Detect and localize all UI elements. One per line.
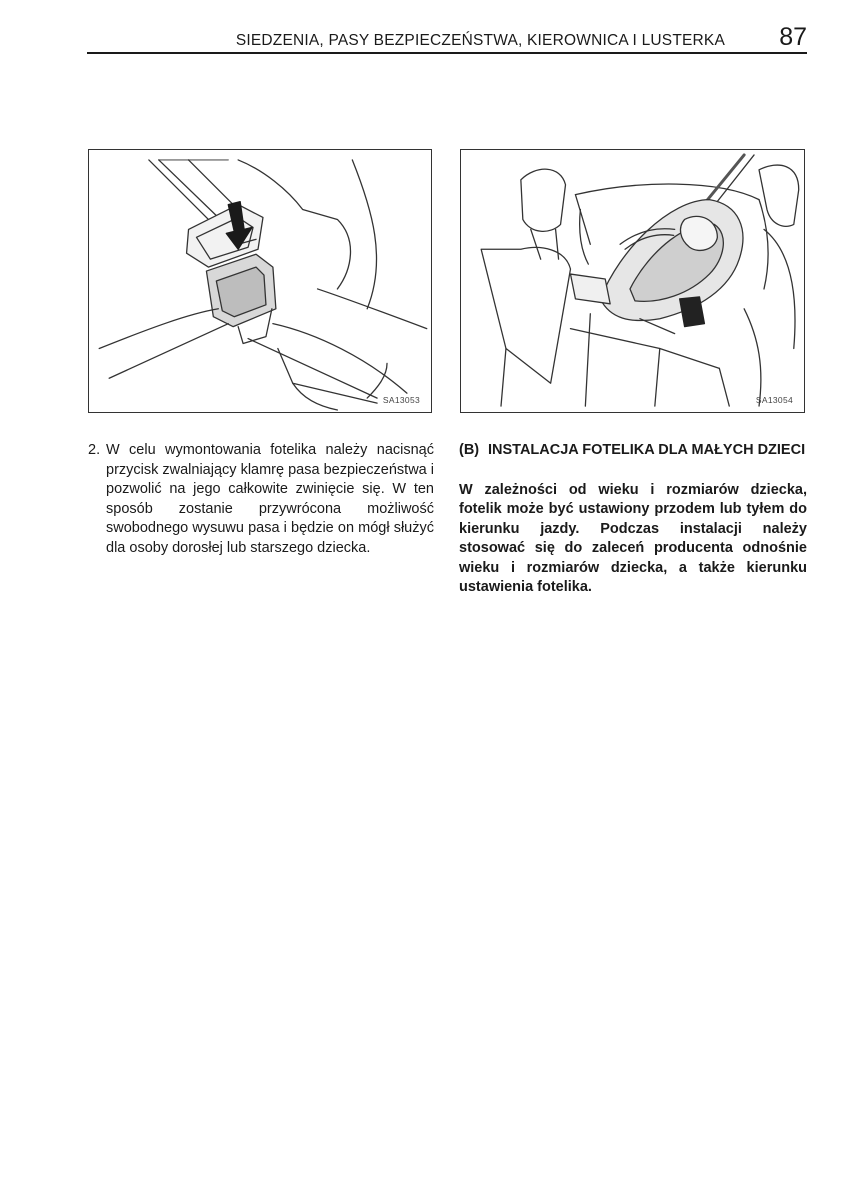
section-paragraph: W zależności od wieku i rozmiarów dziecka, fotelik może być ustawiony przodem lub tyłem do kierunku jazdy. Podczas instalacji należy stosować się do zaleceń producenta odnośnie wieku i rozmiarów dziecka, a także kierunku ustawienia fotelika.: [459, 481, 807, 595]
section-heading: [459, 441, 807, 461]
figure-child-seat: [460, 149, 805, 413]
figure-seatbelt-release: [88, 149, 432, 413]
instruction-step: [88, 441, 434, 558]
child-seat-installed-illustration: [461, 150, 804, 412]
page-number: 87: [779, 23, 807, 51]
seatbelt-buckle-release-illustration: [89, 150, 431, 412]
right-column: [459, 441, 807, 598]
section-heading-text: INSTALACJA FOTELIKA DLA MAŁYCH DZIECI: [488, 442, 806, 458]
page-header: [87, 22, 807, 54]
figure-code: SA13053: [382, 395, 420, 405]
left-column: [88, 441, 434, 558]
section-title: SIEDZENIA, PASY BEZPIECZEŃSTWA, KIEROWNICA I LUSTERKA: [235, 32, 725, 49]
step-text: W celu wymontowania fotelika należy nacisnąć przycisk zwalniający klamrę pasa bezpieczeństwa i pozwolić na jego całkowite zwinięcie się. W ten sposób zostanie przywrócona możliwość swobodnego wysuwu pasa i będzie on mógł służyć dla osoby dorosłej lub starszego dziecka.: [106, 442, 434, 556]
step-number: 2.: [88, 442, 101, 458]
section-marker: (B): [459, 442, 480, 458]
figure-code: SA13054: [755, 395, 793, 405]
